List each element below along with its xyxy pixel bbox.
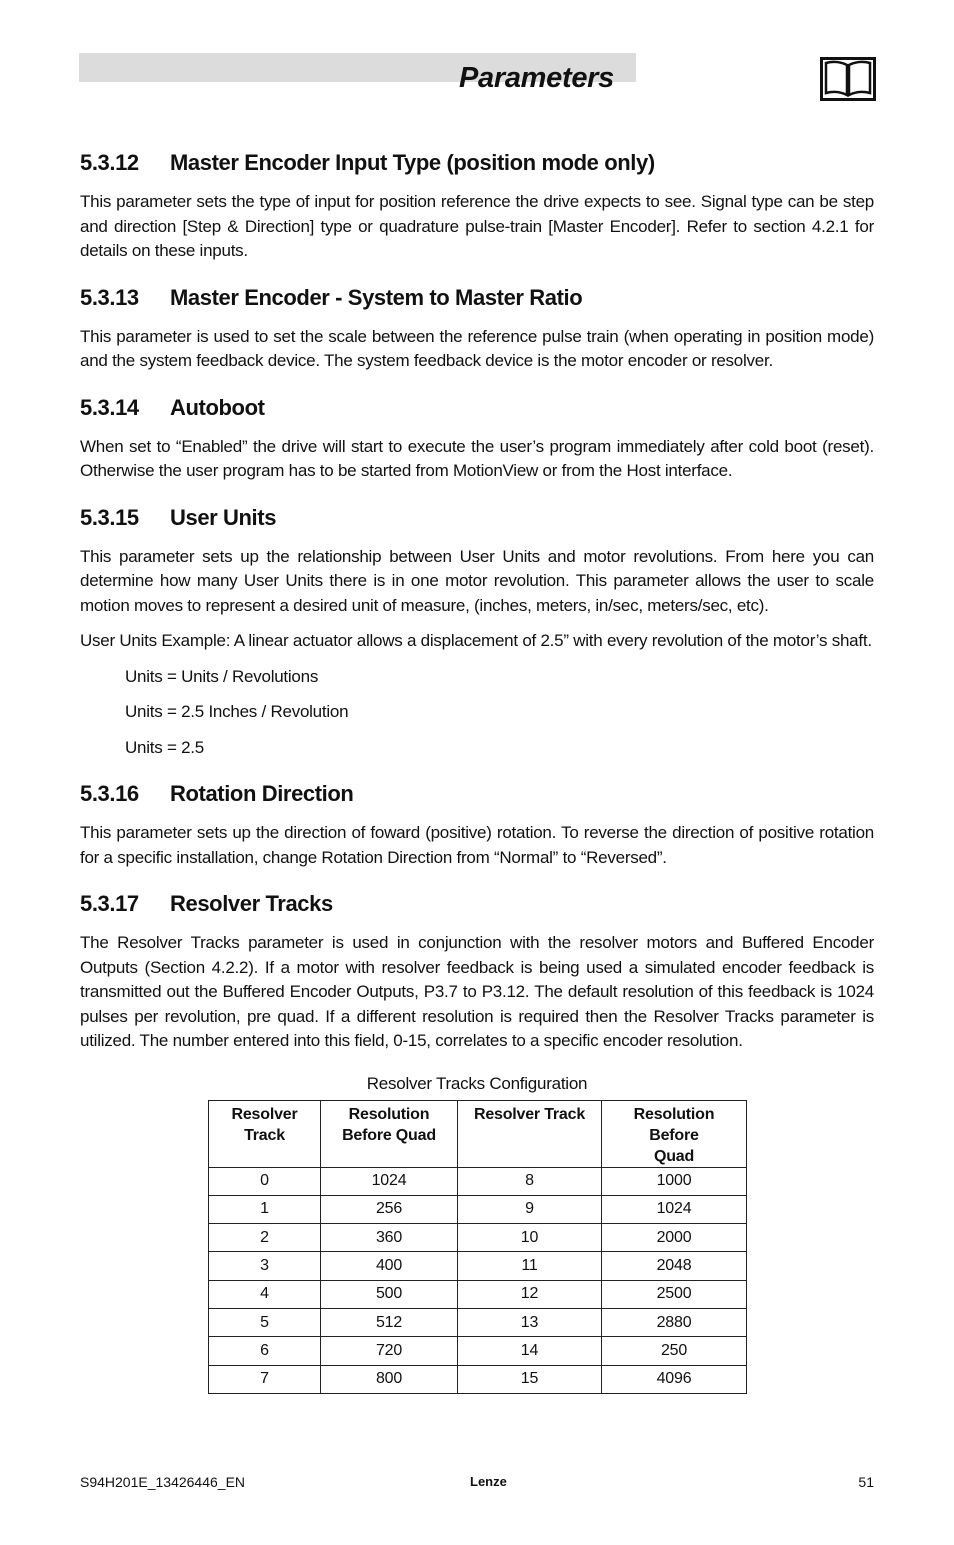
table-cell: 256 — [321, 1195, 458, 1223]
table-cell: 13 — [458, 1308, 602, 1336]
equation-line: Units = 2.5 Inches / Revolution — [125, 702, 349, 721]
manual-book-icon — [820, 57, 876, 101]
table-row — [209, 1252, 747, 1280]
section-heading — [80, 149, 874, 177]
section-number: 5.3.12 — [80, 150, 139, 175]
table-row — [209, 1365, 747, 1393]
equation-line: Units = 2.5 — [125, 737, 204, 757]
equation-line: Units = Units / Revolutions — [125, 666, 319, 686]
section-number: 5.3.13 — [80, 284, 139, 310]
section-heading — [80, 504, 874, 532]
table-cell: 720 — [321, 1337, 458, 1365]
section-title: Master Encoder Input Type (position mode only) — [170, 150, 655, 175]
table-cell: 800 — [321, 1365, 458, 1393]
section-paragraph: When set to “Enabled” the drive will start to execute the user’s program immediately after cold boot (reset). Otherwise the user program has to be started from MotionView or from the Host interface. — [80, 436, 874, 480]
section-paragraph: This parameter sets up the relationship between User Units and motor revolutions. From here you can determine how many User Units there is in one motor revolution. This parameter allows the user to scale motion moves to represent a desired unit of measure, (inches, meters, in/sec, meters/sec, etc). — [80, 546, 874, 615]
table-cell: 500 — [321, 1280, 458, 1308]
section-title: Master Encoder - System to Master Ratio — [170, 284, 583, 310]
table-cell: 360 — [321, 1224, 458, 1252]
section-5-3-12 — [80, 149, 874, 264]
section-heading — [80, 284, 874, 312]
table-header-row — [209, 1100, 747, 1167]
page-title: Parameters — [459, 62, 614, 94]
table-cell: 5 — [209, 1308, 321, 1336]
table-cell: 8 — [458, 1167, 602, 1195]
table-cell: 15 — [458, 1365, 602, 1393]
table-cell: 6 — [209, 1337, 321, 1365]
section-number: 5.3.16 — [80, 781, 139, 806]
table-caption: Resolver Tracks Configuration — [366, 1073, 588, 1093]
column-header: Resolution Before Quad — [321, 1100, 458, 1167]
column-header: Resolver Track — [209, 1100, 321, 1167]
page-content — [80, 149, 874, 1394]
section-title: User Units — [170, 504, 277, 530]
footer-brand: Lenze — [470, 1474, 507, 1489]
table-row — [209, 1195, 747, 1223]
table-cell: 10 — [458, 1224, 602, 1252]
section-paragraph: The Resolver Tracks parameter is used in conjunction with the resolver motors and Buffered Encoder Outputs (Section 4.2.2). If a motor with resolver feedback is being used a simulated encoder feedback is transmitted out the Buffered Encoder Outputs, P3.7 to P3.12. The default resolution of this feedback is 1024 pulses per revolution, pre quad. If a different resolution is required then the Resolver Tracks parameter is utilized. The number entered into this field, 0-15, correlates to a specific encoder resolution. — [80, 933, 874, 1050]
resolver-tracks-table — [208, 1100, 747, 1394]
table-cell: 7 — [209, 1365, 321, 1393]
column-header: Resolver Track — [458, 1100, 602, 1167]
table-cell: 512 — [321, 1308, 458, 1336]
table-cell: 1 — [209, 1195, 321, 1223]
table-row — [209, 1337, 747, 1365]
section-title: Rotation Direction — [170, 781, 354, 806]
section-5-3-17 — [80, 890, 874, 1054]
table-row — [209, 1308, 747, 1336]
table-cell: 2 — [209, 1224, 321, 1252]
table-cell: 9 — [458, 1195, 602, 1223]
section-5-3-13 — [80, 284, 874, 374]
section-number: 5.3.14 — [80, 394, 139, 420]
table-cell: 2500 — [602, 1280, 747, 1308]
section-paragraph: This parameter sets up the direction of foward (positive) rotation. To reverse the direction of positive rotation for a specific installation, change Rotation Direction from “Normal” to “Reversed”. — [80, 823, 874, 867]
footer-page-number: 51 — [858, 1474, 874, 1490]
table-body — [209, 1167, 747, 1393]
table-cell: 11 — [458, 1252, 602, 1280]
table-cell: 12 — [458, 1280, 602, 1308]
section-5-3-14 — [80, 394, 874, 484]
section-heading — [80, 890, 874, 918]
table-cell: 4 — [209, 1280, 321, 1308]
table-row — [209, 1224, 747, 1252]
section-number: 5.3.15 — [80, 504, 139, 530]
table-cell: 2048 — [602, 1252, 747, 1280]
table-cell: 1000 — [602, 1167, 747, 1195]
table-cell: 1024 — [321, 1167, 458, 1195]
section-paragraph: User Units Example: A linear actuator allows a displacement of 2.5” with every revolution of the motor’s shaft. — [80, 631, 872, 650]
table-cell: 1024 — [602, 1195, 747, 1223]
table-cell: 3 — [209, 1252, 321, 1280]
footer-doc-id: S94H201E_13426446_EN — [80, 1474, 246, 1490]
section-5-3-15 — [80, 504, 874, 761]
table-cell: 250 — [602, 1337, 747, 1365]
section-title: Autoboot — [170, 394, 265, 420]
table-cell: 400 — [321, 1252, 458, 1280]
table-cell: 4096 — [602, 1365, 747, 1393]
table-cell: 2000 — [602, 1224, 747, 1252]
column-header: Resolution Before Quad — [602, 1100, 747, 1167]
section-heading — [80, 394, 874, 422]
section-title: Resolver Tracks — [170, 891, 333, 916]
table-row — [209, 1280, 747, 1308]
table-cell: 2880 — [602, 1308, 747, 1336]
table-row — [209, 1167, 747, 1195]
section-paragraph: This parameter is used to set the scale between the reference pulse train (when operating in position mode) and the system feedback device. The system feedback device is the motor encoder or resolver. — [80, 326, 874, 370]
section-heading — [80, 780, 874, 808]
section-number: 5.3.17 — [80, 891, 139, 916]
section-5-3-16 — [80, 780, 874, 870]
table-cell: 0 — [209, 1167, 321, 1195]
table-cell: 14 — [458, 1337, 602, 1365]
section-paragraph: This parameter sets the type of input for position reference the drive expects to see. Signal type can be step and direction [Step & Direction] type or quadrature pulse-train [Master Encoder]. Refer to section 4.2.1 for details on these inputs. — [80, 192, 874, 260]
